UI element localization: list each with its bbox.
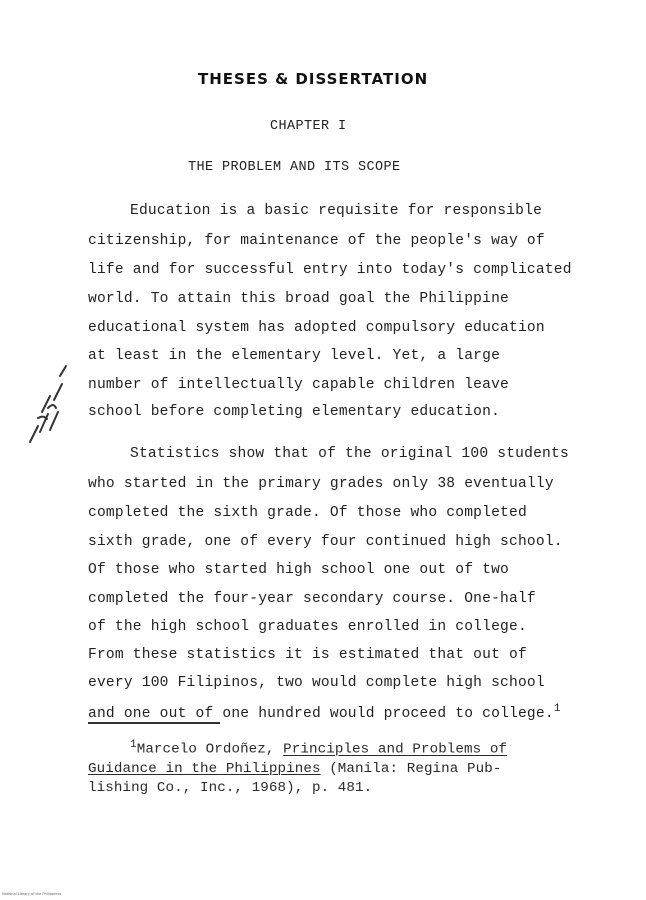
- footnote-marker: 1: [553, 703, 561, 715]
- p2-line-1: Statistics show that of the original 100 students: [130, 446, 569, 462]
- p2-line-8: From these statistics it is estimated that out of: [88, 647, 527, 663]
- p2-line-6: completed the four-year secondary course. One-half: [88, 591, 536, 607]
- p1-line-5: educational system has adopted compulsory education: [88, 320, 545, 336]
- theses-dissertation-stamp: THESES & DISSERTATION: [198, 70, 429, 88]
- footnote-divider: [88, 722, 220, 724]
- footnote: [88, 736, 507, 798]
- p1-line-3: life and for successful entry into today's complicated: [88, 262, 572, 278]
- p2-line-10: [88, 703, 561, 722]
- p2-line-10-text: and one out of one hundred would proceed to college.: [88, 705, 554, 722]
- p1-line-7: number of intellectually capable children leave: [88, 377, 510, 393]
- footnote-line-1: [88, 736, 507, 760]
- p1-line-1: Education is a basic requisite for responsible: [130, 203, 543, 219]
- p2-line-5: Of those who started high school one out of two: [88, 562, 510, 578]
- handwritten-accession-mark: [20, 356, 76, 452]
- footnote-publisher-1: (Manila: Regina Pub-: [320, 760, 502, 777]
- p2-line-4: sixth grade, one of every four continued high school.: [88, 534, 563, 550]
- footnote-title-part-1: Principles and Problems of: [283, 741, 508, 758]
- footnote-line-3: [88, 779, 507, 798]
- p1-line-4: world. To attain this broad goal the Philippine: [88, 291, 510, 307]
- chapter-heading: THE PROBLEM AND ITS SCOPE: [188, 160, 401, 175]
- p1-line-2: citizenship, for maintenance of the people's way of: [88, 233, 545, 249]
- footnote-number: 1: [130, 739, 137, 751]
- footnote-title-part-2: Guidance in the Philippines: [88, 760, 321, 777]
- footer-archive-label: National Library of the Philippines: [2, 892, 62, 896]
- footnote-publisher-2: lishing Co., Inc., 1968), p. 481.: [88, 779, 373, 796]
- p1-line-6: at least in the elementary level. Yet, a large: [88, 348, 501, 364]
- chapter-title: CHAPTER I: [270, 119, 347, 134]
- p2-line-9: every 100 Filipinos, two would complete high school: [88, 675, 545, 691]
- footnote-author: Marcelo Ordoñez,: [136, 741, 284, 758]
- p2-line-2: who started in the primary grades only 38 eventually: [88, 476, 554, 492]
- p2-line-7: of the high school graduates enrolled in college.: [88, 619, 527, 635]
- p2-line-3: completed the sixth grade. Of those who completed: [88, 505, 527, 521]
- footnote-line-2: [88, 760, 507, 779]
- p1-line-8: school before completing elementary education.: [88, 404, 501, 420]
